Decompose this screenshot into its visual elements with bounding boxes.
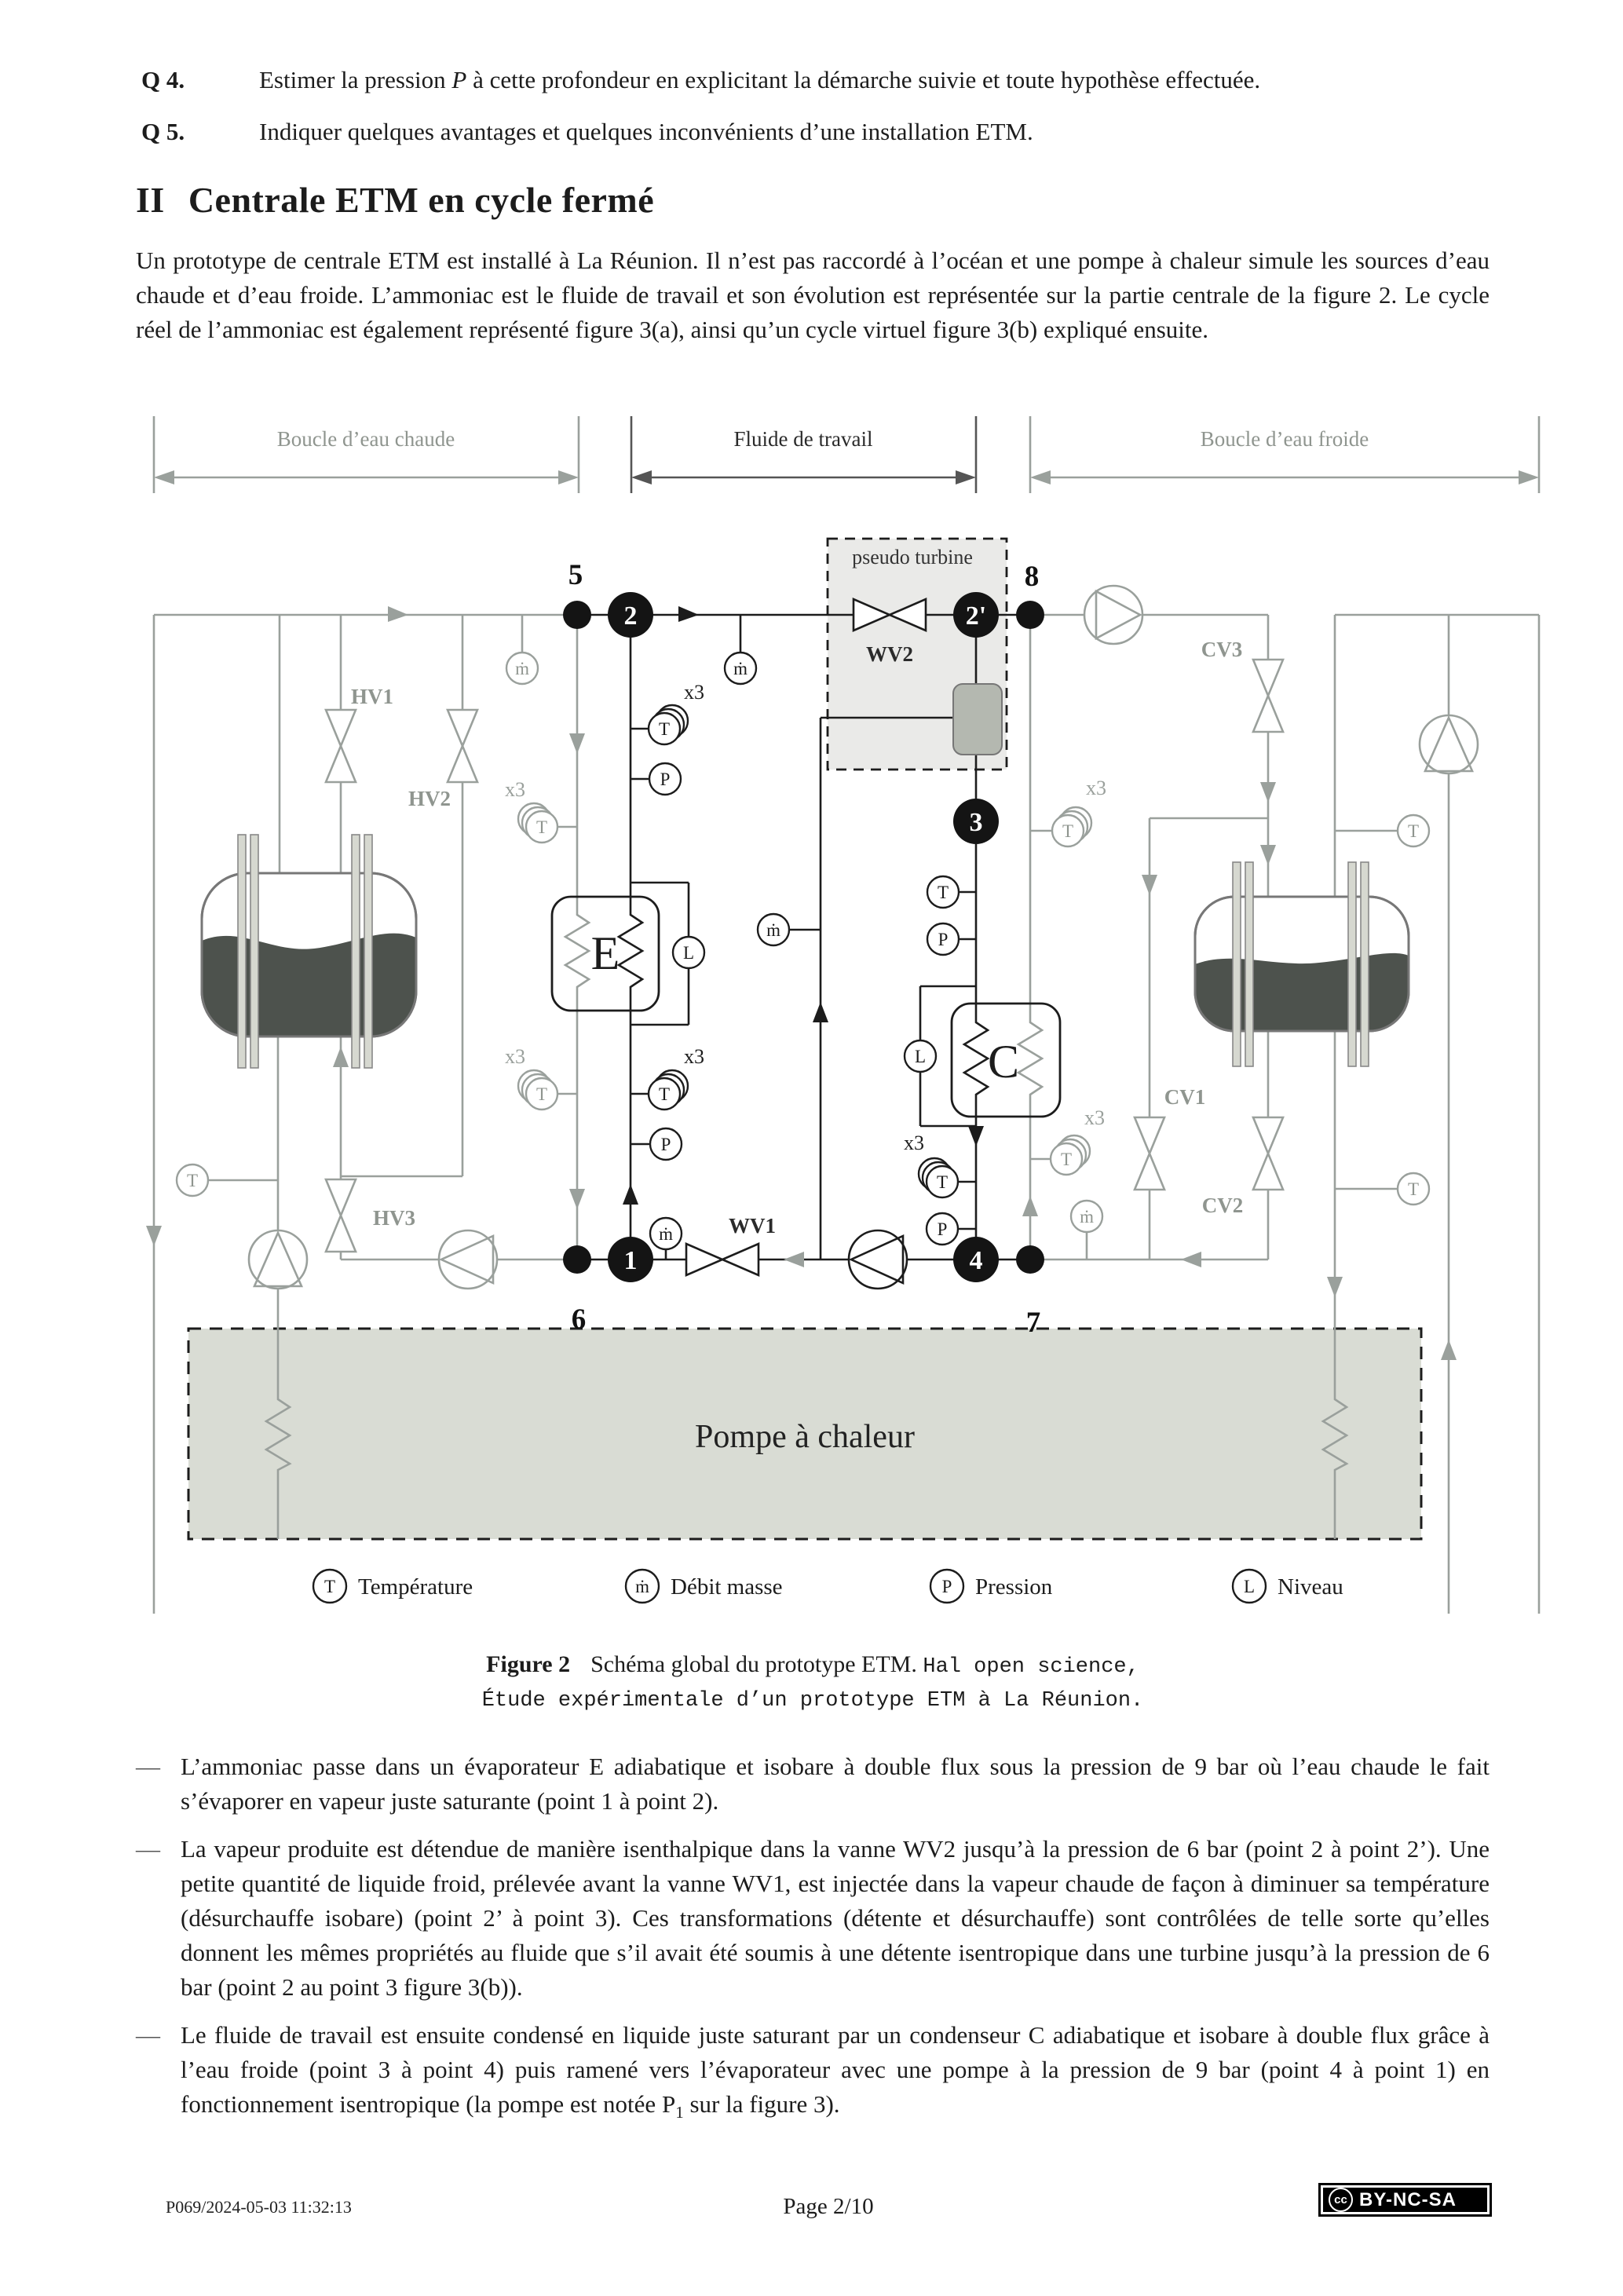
cc-icon: cc <box>1329 2188 1353 2212</box>
bullet-dash: — <box>136 1835 160 1863</box>
svg-text:WV1: WV1 <box>729 1214 776 1238</box>
svg-text:2: 2 <box>623 601 638 631</box>
svg-text:1: 1 <box>623 1246 638 1275</box>
figure-legend <box>313 1570 1343 1603</box>
point-8-dot <box>1016 601 1044 629</box>
point-2 <box>608 592 653 638</box>
svg-text:ṁ: ṁ <box>635 1577 649 1596</box>
condenser-label: C <box>987 1036 1020 1088</box>
svg-text:T: T <box>1407 1179 1420 1199</box>
temperature-sensor-x3 <box>518 1070 557 1110</box>
pressure-sensor <box>927 923 959 955</box>
svg-text:P: P <box>937 1219 948 1239</box>
svg-text:T: T <box>186 1171 199 1190</box>
evaporator <box>552 897 659 1011</box>
svg-text:L: L <box>914 1047 927 1066</box>
valve-hv3 <box>326 1179 415 1252</box>
point-5-dot <box>563 601 591 629</box>
pump-cold-top <box>1084 586 1142 644</box>
temperature-sensor <box>927 876 959 908</box>
svg-text:P: P <box>938 930 949 949</box>
legend-level-label: Niveau <box>1278 1574 1343 1600</box>
svg-text:P: P <box>660 1135 671 1154</box>
point-7-label: 7 <box>1025 1307 1041 1339</box>
cc-license-badge <box>1318 2183 1492 2217</box>
legend-temperature-label: Température <box>358 1574 473 1600</box>
mass-flow-sensor <box>650 1218 682 1249</box>
condenser <box>952 1004 1060 1117</box>
pressure-sensor <box>927 1213 958 1245</box>
figure-caption <box>136 1647 1490 1718</box>
list-item: — La vapeur produite est détendue de manière isenthalpique dans la vanne WV2 jusqu’à la pression de 6 bar (point 2 à point 2’). Une petite quantité de liquide froid, prélevée avant la vanne WV1, est injectée dans la vapeur chaude de façon à diminuer sa température (désurchauffe isobare) (point 2’ à point 3). Ces transformations (détente et désurchauffe) sont contrôlées de telle sorte qu’elles donnent les mêmes propriétés au fluide que s’il avait été soumis à une détente isentropique dans une turbine jusqu’à la pression de 6 bar (point 2 au point 3 figure 3(b)). <box>136 1832 1490 2005</box>
mass-flow-sensor <box>1071 1201 1102 1232</box>
level-sensor <box>673 937 704 968</box>
list-item: — L’ammoniac passe dans un évaporateur E adiabatique et isobare à double flux sous la pression de 9 bar où l’eau chaude le fait s’évaporer en vapeur juste saturante (point 1 à point 2). <box>136 1749 1490 1819</box>
process-description-list <box>136 1749 1490 2143</box>
hot-water-tank <box>202 835 416 1068</box>
desuperheater-mixer <box>953 684 1002 755</box>
legend-pressure-icon <box>930 1570 963 1603</box>
bullet-dash: — <box>136 1753 160 1780</box>
caption-figure-tag: Figure 2 <box>486 1651 571 1677</box>
svg-text:ṁ: ṁ <box>515 659 529 678</box>
caption-line-1: Figure 2 Schéma global du prototype ETM. Hal open science, <box>486 1651 1139 1679</box>
svg-text:T: T <box>536 817 548 837</box>
legend-massflow-icon <box>626 1570 659 1603</box>
mass-flow-sensor <box>758 914 789 945</box>
svg-text:HV1: HV1 <box>351 685 393 708</box>
valve-cv2 <box>1202 1117 1283 1217</box>
svg-text:ṁ: ṁ <box>733 659 748 678</box>
heat-pump-box <box>188 1329 1421 1539</box>
legend-level-icon <box>1233 1570 1266 1603</box>
point-8-label: 8 <box>1024 561 1040 593</box>
question-text: Estimer la pression P à cette profondeur en explicitant la démarche suivie et toute hypothèse effectuée. <box>259 66 1261 93</box>
temperature-sensor-x3 <box>1051 1135 1090 1175</box>
svg-text:T: T <box>1062 821 1074 841</box>
svg-text:WV2: WV2 <box>866 642 913 666</box>
license-label: BY-NC-SA <box>1359 2188 1457 2210</box>
evaporator-water-coil <box>565 909 589 994</box>
section-label-working-fluid: Fluide de travail <box>733 427 873 451</box>
pump-cold-right <box>1420 715 1478 773</box>
pressure-sensor <box>650 1128 682 1160</box>
pressure-sensor <box>649 763 681 795</box>
section-headers <box>154 416 1539 493</box>
mass-flow-sensor <box>725 653 756 684</box>
valve-hv1 <box>326 685 393 782</box>
question-label: Q 5. <box>141 118 185 145</box>
section-title: Centrale ETM en cycle fermé <box>188 180 655 220</box>
footer-page-number: Page 2/10 <box>783 2194 874 2219</box>
valve-cv3 <box>1201 638 1283 732</box>
intro-paragraph: Un prototype de centrale ETM est installé à La Réunion. Il n’est pas raccordé à l’océan et une pompe à chaleur simule les sources d’eau chaude et d’eau froide. L’ammoniac est le fluide de travail et son évolution est représentée sur la partie centrale de la figure 2. Le cycle réel de l’ammoniac est également représenté figure 3(a), ainsi qu’un cycle virtuel figure 3(b) expliqué ensuite. <box>136 247 1490 343</box>
temperature-sensor-x3 <box>1052 807 1091 846</box>
temperature-sensor <box>177 1164 208 1196</box>
heat-pump-label: Pompe à chaleur <box>695 1419 915 1455</box>
mass-flow-sensor <box>506 653 538 684</box>
point-5-label: 5 <box>568 559 583 591</box>
svg-text:P: P <box>660 770 671 789</box>
svg-text:T: T <box>658 1084 671 1104</box>
point-6-dot <box>563 1245 591 1274</box>
svg-text:2': 2' <box>965 601 987 631</box>
valve-cv1 <box>1135 1085 1205 1190</box>
svg-text:CV3: CV3 <box>1201 638 1243 661</box>
valve-wv1 <box>686 1214 776 1275</box>
legend-massflow-label: Débit masse <box>671 1574 783 1600</box>
point-6-label: 6 <box>571 1303 587 1336</box>
valve-hv2 <box>408 710 477 810</box>
point-3 <box>953 799 999 844</box>
level-sensor <box>905 1040 936 1072</box>
svg-text:x3: x3 <box>1084 1106 1105 1129</box>
pump-hot-supply <box>249 1230 307 1289</box>
svg-text:ṁ: ṁ <box>1080 1207 1094 1227</box>
svg-text:x3: x3 <box>505 1045 525 1068</box>
pseudo-turbine-label: pseudo turbine <box>852 546 973 569</box>
condenser-water-coil <box>1018 1016 1042 1104</box>
cold-water-tank <box>1195 862 1409 1066</box>
temperature-sensor-x3 <box>649 1070 688 1110</box>
svg-text:x3: x3 <box>904 1132 924 1154</box>
point-7-dot <box>1016 1245 1044 1274</box>
legend-temperature-icon <box>313 1570 346 1603</box>
svg-text:3: 3 <box>969 808 983 837</box>
svg-text:T: T <box>937 883 949 902</box>
evaporator-label: E <box>590 927 620 979</box>
svg-text:4: 4 <box>969 1246 983 1275</box>
svg-text:x3: x3 <box>1086 777 1106 799</box>
svg-text:T: T <box>1407 821 1420 841</box>
condenser-fluid-coil <box>964 1016 988 1104</box>
svg-text:HV3: HV3 <box>373 1206 415 1230</box>
evaporator-fluid-coil <box>619 909 642 994</box>
svg-text:ṁ: ṁ <box>766 920 780 940</box>
pump-hot-return <box>439 1230 497 1289</box>
svg-text:x3: x3 <box>505 778 525 801</box>
temperature-sensor <box>1398 1173 1429 1205</box>
point-1 <box>608 1237 653 1282</box>
temperature-sensor-x3 <box>649 705 688 744</box>
section-label-cold-loop: Boucle d’eau froide <box>1200 427 1369 451</box>
svg-text:CV2: CV2 <box>1201 1194 1244 1217</box>
svg-text:L: L <box>682 943 695 963</box>
svg-text:L: L <box>1243 1577 1256 1596</box>
legend-pressure-label: Pression <box>975 1574 1053 1600</box>
pump-working-fluid-p1 <box>849 1230 907 1289</box>
question-label: Q 4. <box>141 66 185 93</box>
section-number: II <box>136 180 165 220</box>
svg-text:T: T <box>1060 1150 1073 1169</box>
svg-text:T: T <box>536 1084 548 1104</box>
caption-line-2: Étude expérimentale d’un prototype ETM à La Réunion. <box>481 1689 1144 1713</box>
svg-text:T: T <box>936 1172 949 1192</box>
temperature-sensor <box>1398 815 1429 846</box>
list-item: — Le fluide de travail est ensuite condensé en liquide juste saturant par un condenseur C adiabatique et isobare à double flux grâce à l’eau froide (point 3 à point 4) puis ramené vers l’évaporateur avec une pompe à la pression de 9 bar (point 4 à point 1) en fonctionnement isentropique (la pompe est notée $P_1$ sur la figure 3). <box>136 2018 1490 2130</box>
svg-text:T: T <box>658 719 671 739</box>
temperature-sensor-x3 <box>919 1158 958 1197</box>
svg-text:T: T <box>324 1577 336 1596</box>
svg-text:P: P <box>941 1577 952 1596</box>
temperature-sensor-x3 <box>518 803 557 843</box>
question-text: Indiquer quelques avantages et quelques inconvénients d’une installation ETM. <box>259 118 1033 145</box>
footer-document-id: P069/2024-05-03 11:32:13 <box>166 2197 352 2217</box>
svg-text:CV1: CV1 <box>1164 1085 1206 1109</box>
svg-text:ṁ: ṁ <box>659 1224 673 1244</box>
point-2prime <box>953 592 999 638</box>
bullet-dash: — <box>136 2021 160 2049</box>
svg-text:x3: x3 <box>684 1045 704 1068</box>
svg-text:HV2: HV2 <box>408 787 451 810</box>
svg-text:x3: x3 <box>684 681 704 704</box>
section-label-hot-loop: Boucle d’eau chaude <box>276 427 455 451</box>
point-4 <box>953 1237 999 1282</box>
